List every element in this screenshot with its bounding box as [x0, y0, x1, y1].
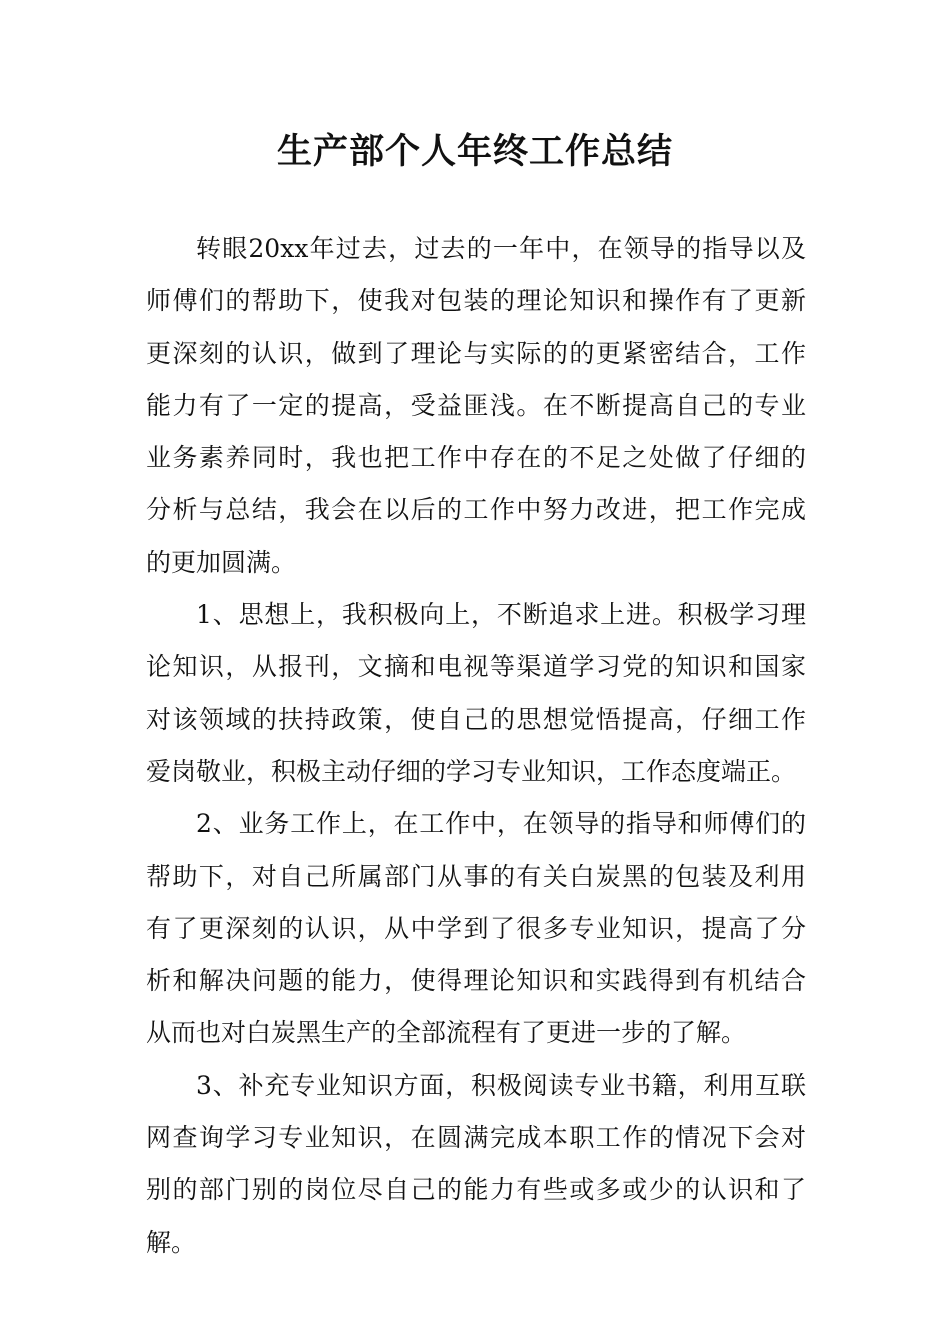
paragraph-line: 3、补充专业知识方面，积极阅读专业书籍，利用互联	[196, 1070, 806, 1100]
paragraph-line: 的更加圆满。	[146, 547, 297, 577]
paragraph-line: 转眼20xx年过去，过去的一年中，在领导的指导以及	[196, 234, 806, 263]
paragraph-line: 业务素养同时，我也把工作中存在的不足之处做了仔细的	[146, 443, 806, 473]
paragraph-line: 更深刻的认识，做到了理论与实际的的更紧密结合，工作	[146, 338, 806, 368]
paragraph-line: 从而也对白炭黑生产的全部流程有了更进一步的了解。	[146, 1018, 747, 1048]
paragraph-line: 帮助下，对自己所属部门从事的有关白炭黑的包装及利用	[146, 861, 806, 891]
paragraph-thought	[146, 589, 806, 798]
paragraph-line: 别的部门别的岗位尽自己的能力有些或多或少的认识和了	[146, 1175, 806, 1205]
paragraph-line: 解。	[146, 1227, 197, 1257]
paragraph-line: 论知识，从报刊，文摘和电视等渠道学习党的知识和国家	[146, 652, 806, 682]
document-body	[146, 223, 806, 1269]
paragraph-line: 网查询学习专业知识，在圆满完成本职工作的情况下会对	[146, 1123, 806, 1153]
paragraph-business	[146, 798, 806, 1059]
paragraph-line: 能力有了一定的提高，受益匪浅。在不断提高自己的专业	[146, 390, 806, 420]
paragraph-knowledge	[146, 1060, 806, 1269]
paragraph-line: 析和解决问题的能力，使得理论知识和实践得到有机结合	[146, 966, 806, 996]
paragraph-line: 对该领域的扶持政策，使自己的思想觉悟提高，仔细工作	[146, 704, 806, 734]
paragraph-line: 1、思想上，我积极向上，不断追求上进。积极学习理	[196, 600, 806, 630]
paragraph-line: 有了更深刻的认识，从中学到了很多专业知识，提高了分	[146, 913, 806, 943]
document-title: 生产部个人年终工作总结	[276, 132, 673, 172]
paragraph-line: 分析与总结，我会在以后的工作中努力改进，把工作完成	[146, 495, 806, 525]
paragraph-line: 师傅们的帮助下，使我对包装的理论知识和操作有了更新	[146, 286, 806, 316]
paragraph-intro	[146, 223, 806, 589]
paragraph-line: 2、业务工作上，在工作中，在领导的指导和师傅们的	[196, 809, 806, 839]
paragraph-line: 爱岗敬业，积极主动仔细的学习专业知识，工作态度端正。	[146, 756, 797, 786]
